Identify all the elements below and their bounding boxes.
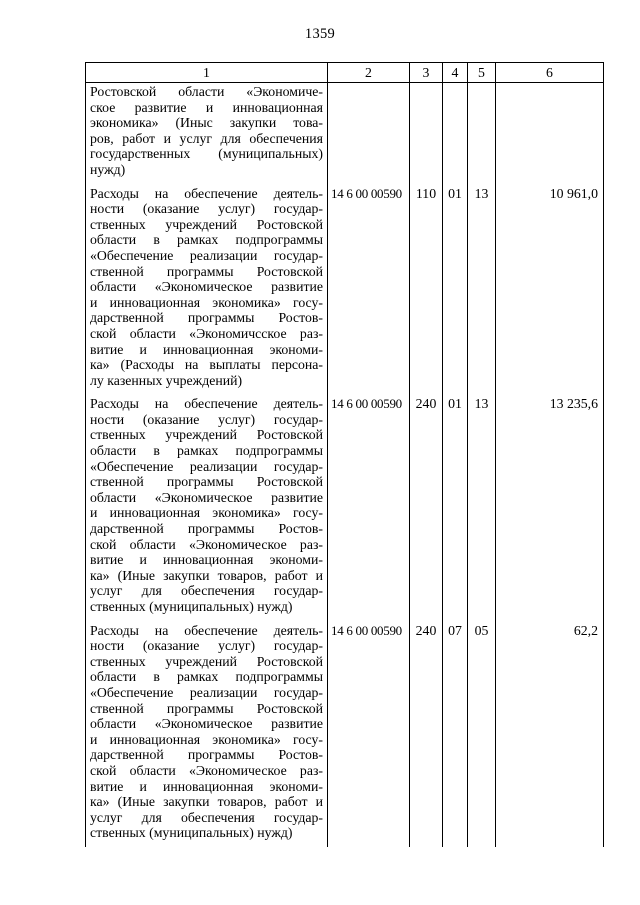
description-line: Расходы на обеспечение деятель- [90, 622, 323, 638]
header-col-2: 2 [328, 63, 410, 83]
description-line: государственных (муниципальных) [90, 146, 323, 162]
description-line: витие и инновационная экономи- [90, 552, 323, 568]
description-line: ров, работ и услуг для обеспечения [90, 130, 323, 146]
description-line: Расходы на обеспечение деятель- [90, 185, 323, 201]
subsection-code: 13 [468, 394, 496, 620]
table-header-row [86, 63, 604, 83]
description-line: ности (оказание услуг) государ- [90, 638, 323, 654]
description-line: области в рамках подпрограммы [90, 443, 323, 459]
expense-type-code: 240 [410, 394, 443, 620]
description-line: услуг для обеспечения государ- [90, 583, 323, 599]
description-line: ка» (Иные закупки товаров, работ и [90, 794, 323, 810]
description-line: нужд) [90, 161, 126, 177]
description-line: и инновационная экономика» госу- [90, 505, 323, 521]
description-line: ственных (муниципальных) нужд) [90, 825, 293, 841]
target-article-code: 14 6 00 00590 [328, 184, 410, 395]
description-line: области «Экономическое развитие [90, 279, 323, 295]
expense-type-code: 240 [410, 621, 443, 847]
section-code [443, 83, 468, 184]
description-line: ственной программы Ростовской [90, 700, 323, 716]
description-line: ка» (Иные закупки товаров, работ и [90, 567, 323, 583]
target-article-code: 14 6 00 00590 [328, 621, 410, 847]
amount-value: 13 235,6 [496, 394, 604, 620]
subsection-code [468, 83, 496, 184]
subsection-code: 13 [468, 184, 496, 395]
description-line: ственных учреждений Ростовской [90, 216, 323, 232]
description-line: области в рамках подпрограммы [90, 232, 323, 248]
description-line: витие и инновационная экономи- [90, 778, 323, 794]
section-code: 01 [443, 394, 468, 620]
row-description [86, 83, 328, 184]
amount-value: 62,2 [496, 621, 604, 847]
description-line: «Обеспечение реализации государ- [90, 684, 323, 700]
target-article-code: 14 6 00 00590 [328, 394, 410, 620]
description-line: ской области «Экономическое раз- [90, 762, 323, 778]
description-line: области «Экономическое развитие [90, 489, 323, 505]
section-code: 07 [443, 621, 468, 847]
row-description [86, 184, 328, 395]
description-line: «Обеспечение реализации государ- [90, 247, 323, 263]
description-line: лу казенных учреждений) [90, 372, 243, 388]
description-line: ка» (Расходы на выплаты персона- [90, 357, 323, 373]
section-code: 01 [443, 184, 468, 395]
description-line: дарственной программы Ростов- [90, 310, 323, 326]
description-line: и инновационная экономика» госу- [90, 731, 323, 747]
description-line: области «Экономическое развитие [90, 716, 323, 732]
description-line: Расходы на обеспечение деятель- [90, 396, 323, 412]
description-line: экономика» (Иныс закупки това- [90, 115, 323, 131]
description-line: ственных учреждений Ростовской [90, 427, 323, 443]
description-line: ственной программы Ростовской [90, 474, 323, 490]
description-line: витие и инновационная экономи- [90, 341, 323, 357]
row-description [86, 394, 328, 620]
description-line: ности (оказание услуг) государ- [90, 411, 323, 427]
table-row [86, 394, 604, 620]
description-line: ственных учреждений Ростовской [90, 653, 323, 669]
description-line: услуг для обеспечения государ- [90, 809, 323, 825]
amount-value [496, 83, 604, 184]
subsection-code: 05 [468, 621, 496, 847]
amount-value: 10 961,0 [496, 184, 604, 395]
expense-type-code [410, 83, 443, 184]
description-line: «Обеспечение реализации государ- [90, 458, 323, 474]
header-col-5: 5 [468, 63, 496, 83]
description-line: дарственной программы Ростов- [90, 747, 323, 763]
header-col-6: 6 [496, 63, 604, 83]
description-line: ности (оказание услуг) государ- [90, 201, 323, 217]
budget-table [85, 62, 604, 847]
target-article-code [328, 83, 410, 184]
table-row [86, 621, 604, 847]
description-line: ское развитие и инновационная [90, 99, 323, 115]
table-body [86, 83, 604, 847]
row-description [86, 621, 328, 847]
description-line: области в рамках подпрограммы [90, 669, 323, 685]
description-line: ской области «Экономическое раз- [90, 536, 323, 552]
description-line: и инновационная экономика» госу- [90, 294, 323, 310]
header-col-4: 4 [443, 63, 468, 83]
description-line: ственной программы Ростовской [90, 263, 323, 279]
description-line: ской области «Экономичсское раз- [90, 325, 323, 341]
header-col-3: 3 [410, 63, 443, 83]
description-line: дарственной программы Ростов- [90, 521, 323, 537]
table-row [86, 184, 604, 395]
description-line: Ростовской области «Экономиче- [90, 84, 323, 99]
expense-type-code: 110 [410, 184, 443, 395]
page-number: 1359 [304, 26, 336, 42]
table-row [86, 83, 604, 184]
header-col-1: 1 [86, 63, 328, 83]
description-line: ственных (муниципальных) нужд) [90, 599, 293, 614]
